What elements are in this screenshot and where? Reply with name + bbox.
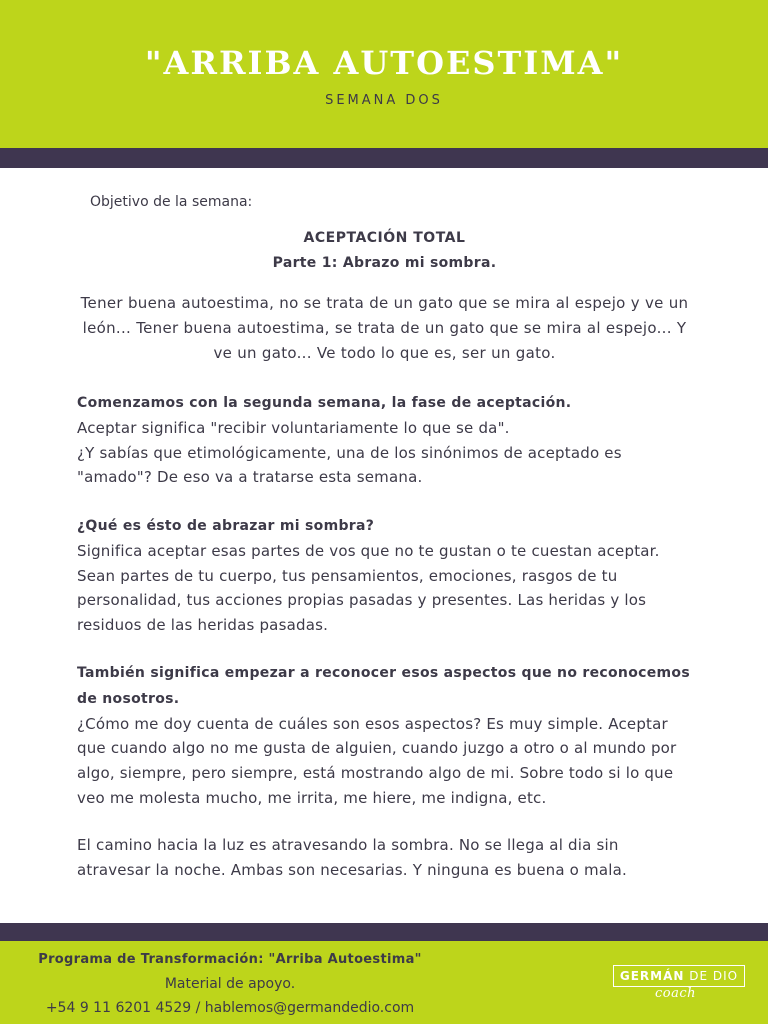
footer	[0, 941, 768, 1024]
header-banner	[0, 0, 768, 148]
paragraph-closing: El camino hacia la luz es atravesando la sombra. No se llega al dia sin atravesar la noche. Ambas son necesarias. Y ninguna es buena o mala.	[77, 836, 627, 879]
brand-logo	[613, 965, 745, 987]
objective-label: Objetivo de la semana:	[90, 194, 253, 210]
paragraph-text: ¿Cómo me doy cuenta de cuáles son esos aspectos? Es muy simple. Aceptar que cuando algo no me gusta de alguien, cuando juzgo a otro o al mundo por algo, siempre, pero siempre, está mostrando algo de mi. Sobre todo si lo que veo me molesta mucho, me irrita, me hiere, me indigna, etc.	[77, 714, 677, 807]
section-subheading: Parte 1: Abrazo mi sombra.	[272, 255, 497, 271]
paragraph-text: ¿Y sabías que etimológicamente, una de los sinónimos de aceptado es "amado"? De eso va a tratarse esta semana.	[77, 443, 622, 487]
footer-divider-band	[0, 923, 768, 941]
logo-name-rest: DE DIO	[689, 969, 739, 983]
page-subtitle: SEMANA DOS	[325, 93, 443, 108]
paragraph-shadow	[77, 513, 697, 638]
page-title: "ARRIBA AUTOESTIMA"	[144, 44, 624, 82]
logo-name-bold: GERMÁN	[619, 969, 685, 983]
footer-info	[30, 948, 430, 1020]
footer-program: Programa de Transformación: "Arriba Autoestima"	[38, 952, 422, 967]
paragraph-recognize	[77, 660, 697, 811]
paragraph-title: También significa empezar a reconocer esos aspectos que no reconocemos de nosotros.	[77, 665, 690, 707]
paragraph-text: Aceptar significa "recibir voluntariamente lo que se da".	[77, 418, 510, 437]
logo-script: coach	[655, 986, 697, 1001]
footer-contact: +54 9 11 6201 4529 / hablemos@germandedio.com	[45, 1000, 415, 1016]
paragraph-text: Significa aceptar esas partes de vos que no te gustan o te cuestan aceptar. Sean partes de tu cuerpo, tus pensamientos, emociones, rasgos de tu personalidad, tus acciones propias pasadas y presentes. Las heridas y los residuos de las heridas pasadas.	[77, 541, 660, 635]
section-heading: ACEPTACIÓN TOTAL	[303, 230, 466, 246]
footer-material: Material de apoyo.	[164, 976, 296, 992]
header-divider-band	[0, 148, 768, 168]
paragraph-title: ¿Qué es ésto de abrazar mi sombra?	[77, 518, 375, 534]
paragraph-acceptance	[77, 390, 697, 490]
paragraph-title: Comenzamos con la segunda semana, la fase de aceptación.	[77, 395, 572, 411]
intro-quote: Tener buena autoestima, no se trata de un gato que se mira al espejo y ve un león... Tener buena autoestima, se trata de un gato que se mira al espejo... Y ve un gato... Ve todo lo que es, ser un gato.	[80, 294, 689, 362]
